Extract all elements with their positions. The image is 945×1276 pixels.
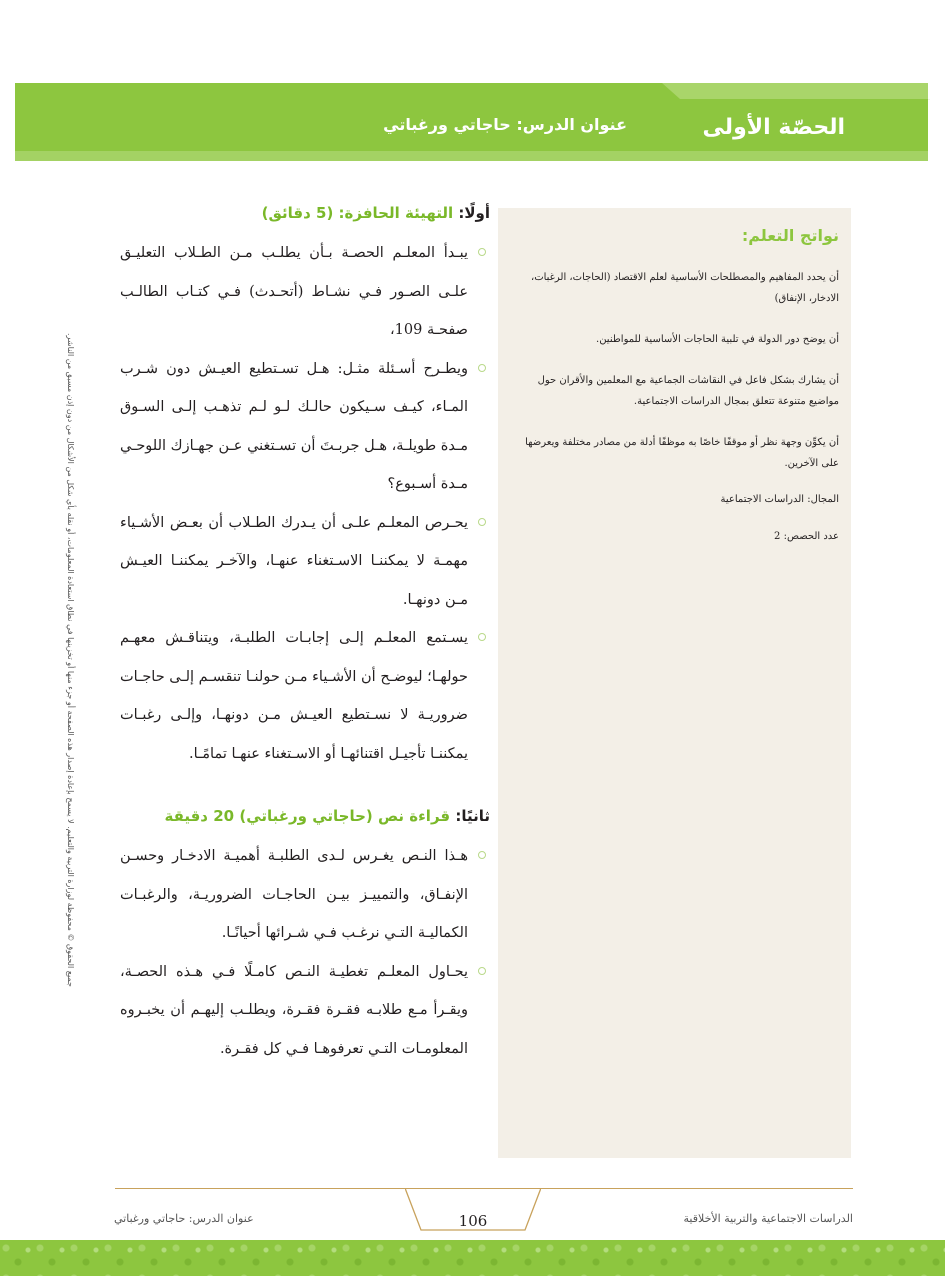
header-tab-notch: [680, 83, 928, 99]
section-1-heading: [120, 204, 490, 222]
section-2-title: قراءة نص (حاجاتي ورغباتي): [239, 807, 451, 825]
section-2-heading: [120, 807, 490, 825]
outcome-item: أن يشارك بشكل فاعل في النقاشات الجماعية مع المعلمين والأقران حول مواضيع متنوعة تتعلق بمجال الدراسات الاجتماعية.: [537, 375, 839, 407]
section-2-prefix: ثانيًا:: [455, 807, 490, 825]
list-item: [120, 234, 490, 350]
section-2-list: [120, 837, 490, 1068]
list-item: [120, 837, 490, 953]
section-2-duration: 20 دقيقة: [164, 807, 235, 825]
lesson-main-content: [120, 200, 490, 1068]
lesson-number: الحصّة الأولى: [702, 115, 845, 140]
list-item: [120, 619, 490, 773]
outcome-item: أن يحدد المفاهيم والمصطلحات الأساسية لعلم الاقتصاد (الحاجات، الرغبات، الادخار، الإنفاق): [530, 272, 839, 304]
section-1-prefix: أولًا:: [458, 204, 490, 222]
outcome-item: أن يوضح دور الدولة في تلبية الحاجات الأساسية للمواطنين.: [596, 334, 839, 345]
section-1-title: التهيئة الحافزة:: [338, 204, 454, 222]
lesson-count: [513, 531, 839, 542]
list-item-text: يبـدأ المعلـم الحصـة بـأن يطلـب مـن الطـلاب التعليـق علـى الصـور فـي نشـاط (أتحـدث) فـي كتـاب الطالـب صفحـة 109،: [120, 245, 468, 338]
list-item-text: ويطـرح أسـئلة مثـل: هـل تسـتطيع العيـش دون شـرب المـاء، كيـف سـيكون حالـك لـو لـم تذهـب إلـى السـوق مـدة طويلـة، هـل جربـتَ أن تسـتغني عـن جهـازك اللوحـي مـدة أسـبوع؟: [120, 360, 468, 492]
bullet-icon: [478, 967, 486, 975]
list-item-text: يسـتمع المعلـم إلـى إجابـات الطلبـة، ويتناقـش معهـم حولهـا؛ ليوضـح أن الأشـياء مـن حولنـا تنقسـم إلـى حاجـات ضروريـة لا نسـتطيع العيـش مـن دونهـا، وإلـى رغبـات يمكننـا تأجيـل اقتنائهـا أو الاسـتغناء عنهـا تمامًـا.: [120, 630, 468, 762]
outcomes-heading: نواتج التعلم:: [741, 226, 839, 245]
lesson-title: عنوان الدرس: حاجاتي ورغباتي: [383, 115, 627, 134]
outcome-item: أن يكوِّن وجهة نظر أو موقفًا خاصًا به موظفًا أدلة من مصادر مختلفة ويعرضها على الآخرين.: [525, 437, 839, 469]
bullet-icon: [478, 248, 486, 256]
bullet-icon: [478, 364, 486, 372]
learning-outcomes-panel: [498, 208, 851, 1158]
bullet-icon: [478, 851, 486, 859]
list-item-text: هـذا النـص يغـرس لـدى الطلبـة أهميـة الادخـار وحسـن الإنفـاق، والتمييـز بيـن الحاجـات الضروريـة، والرغبـات الكماليـة التـي نرغـب فـي شـرائها أحيانًـا.: [120, 848, 468, 941]
copyright-notice: [64, 300, 76, 1020]
list-item: [120, 350, 490, 504]
header-bottom-strip: [15, 151, 928, 161]
copyright-text: جميع الحقوق © محفوظة لوزارة التربية والتعليم. لا يسمح بإعادة إصدار هذه الصفحة أو جزء منها أو تخزينها في نطاق استعادة المعلومات، أو نقله بأي شكل من الأشكال من دون إذن مسبق من الناشر.: [66, 333, 75, 987]
lesson-count-value: 2: [774, 531, 781, 542]
list-item: [120, 953, 490, 1069]
section-1-duration: (5 دقائق): [261, 204, 334, 222]
footer-subject: الدراسات الاجتماعية والتربية الأخلاقية: [683, 1212, 853, 1225]
page-number: 106: [458, 1212, 488, 1230]
footer-lesson-title: عنوان الدرس: حاجاتي ورغباتي: [114, 1212, 254, 1225]
bullet-icon: [478, 518, 486, 526]
field-label: المجال: الدراسات الاجتماعية: [720, 494, 839, 505]
list-item: [120, 504, 490, 620]
bullet-icon: [478, 633, 486, 641]
lesson-count-label: عدد الحصص:: [783, 531, 839, 542]
section-1-list: [120, 234, 490, 773]
list-item-text: يحـرص المعلـم علـى أن يـدرك الطـلاب أن بعـض الأشـياء مهمـة لا يمكننـا الاسـتغناء عنهـا، والآخـر يمكننـا العيـش مـن دونهـا.: [120, 514, 468, 608]
list-item-text: يحـاول المعلـم تغطيـة النـص كامـلًا فـي هـذه الحصـة، ويقـرأ مـع طلابـه فقـرة فقـرة، ويطلـب إليهـم أن يخبـروه المعلومـات التـي تعرفوهـا فـي كل فقـرة.: [120, 963, 468, 1057]
footer-pattern-band: [0, 1240, 945, 1276]
